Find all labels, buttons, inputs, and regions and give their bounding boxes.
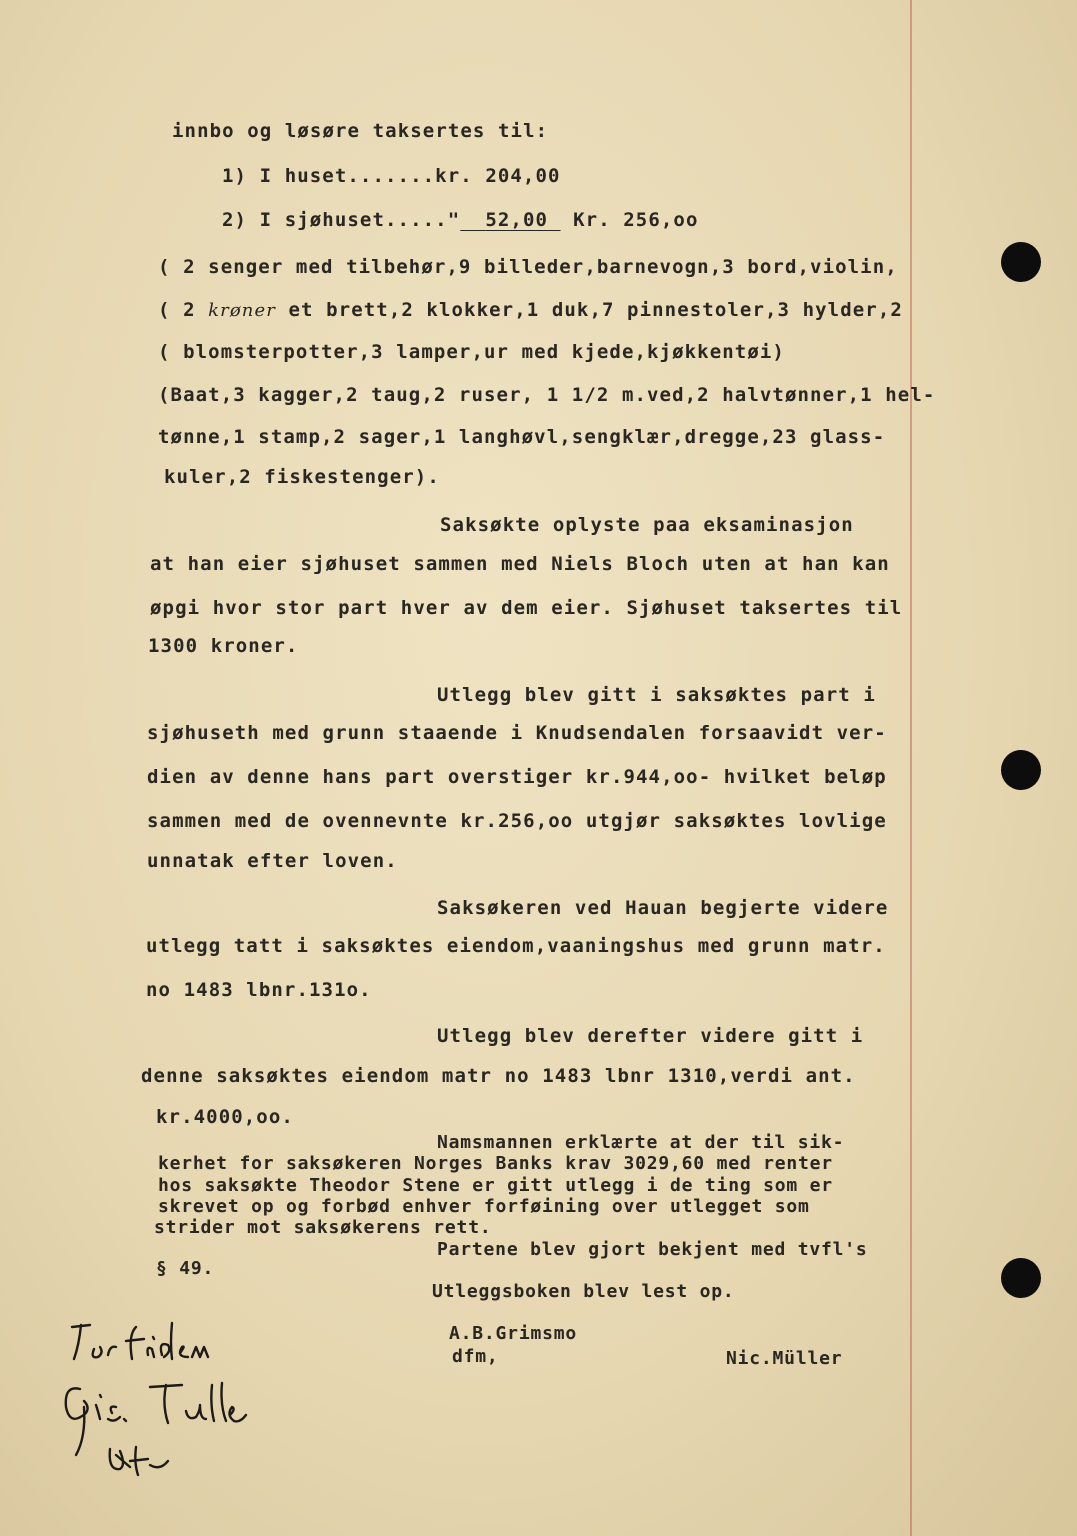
text-line-23: denne saksøktes eiendom matr no 1483 lbnr 1310,verdi ant. xyxy=(141,1065,856,1087)
punch-hole-bottom xyxy=(1001,1258,1041,1298)
text-line-9: kuler,2 fiskestenger). xyxy=(164,466,440,488)
signer-name-grimsmo: A.B.Grimsmo xyxy=(449,1323,578,1344)
text-line-32: Utleggsboken blev lest op. xyxy=(432,1281,735,1302)
text-line-2: 1) I huset.......kr. 204,00 xyxy=(222,165,561,187)
signer-name-muller: Nic.Müller xyxy=(726,1348,843,1369)
text-line-17: sammen med de ovennevnte kr.256,oo utgjør saksøktes lovlige xyxy=(147,810,887,832)
item-sjohuset-amount xyxy=(460,209,560,231)
text-line-26: kerhet for saksøkeren Norges Banks krav 3029,60 med renter xyxy=(158,1153,833,1174)
signer-title-dfm: dfm, xyxy=(452,1346,499,1367)
text-line-12: øpgi hvor stor part hver av dem eier. Sjøhuset taksertes til xyxy=(150,597,903,619)
line5-rest: et brett,2 klokker,1 duk,7 pinnestoler,3 hylder,2 xyxy=(275,299,903,321)
text-line-16: dien av denne hans part overstiger kr.944,oo- hvilket beløp xyxy=(147,766,887,788)
text-line-3 xyxy=(222,211,699,230)
text-line-24: kr.4000,oo. xyxy=(156,1106,294,1128)
text-line-7: (Baat,3 kagger,2 taug,2 ruser, 1 1/2 m.ved,2 halvtønner,1 hel- xyxy=(158,384,936,406)
text-line-19: Saksøkeren ved Hauan begjerte videre xyxy=(437,897,889,919)
text-line-20: utlegg tatt i saksøktes eiendom,vaaningshus med grunn matr. xyxy=(146,935,886,957)
text-line-29: strider mot saksøkerens rett. xyxy=(154,1217,492,1238)
text-line-14: Utlegg blev gitt i saksøktes part i xyxy=(437,684,876,706)
text-line-8: tønne,1 stamp,2 sager,1 langhøvl,sengklær,dregge,23 glass- xyxy=(158,426,886,448)
amount-value: 52,00 xyxy=(485,209,549,231)
text-line-4: ( 2 senger med tilbehør,9 billeder,barnevogn,3 bord,violin, xyxy=(158,256,898,278)
text-line-30: Partene blev gjort bekjent med tvfl's xyxy=(437,1239,868,1260)
text-line-25: Namsmannen erklærte at der til sik- xyxy=(437,1132,845,1153)
punch-hole-middle xyxy=(1001,750,1041,790)
text-line-27: hos saksøkte Theodor Stene er gitt utlegg i de ting som er xyxy=(158,1175,833,1196)
text-line-15: sjøhuseth med grunn staaende i Knudsendalen forsaavidt ver- xyxy=(147,722,887,744)
text-line-10: Saksøkte oplyste paa eksaminasjon xyxy=(440,514,854,536)
text-line-31: § 49. xyxy=(156,1258,215,1279)
text-line-5 xyxy=(158,301,903,320)
text-line-18: unnatak efter loven. xyxy=(147,850,398,872)
text-line-22: Utlegg blev derefter videre gitt i xyxy=(437,1025,864,1047)
text-line-21: no 1483 lbnr.131o. xyxy=(146,979,372,1001)
text-line-6: ( blomsterpotter,3 lamper,ur med kjede,kjøkkentøi) xyxy=(158,341,785,363)
margin-rule xyxy=(910,0,912,1536)
text-line-11: at han eier sjøhuset sammen med Niels Bloch uten at han kan xyxy=(150,553,890,575)
punch-hole-top xyxy=(1001,242,1041,282)
total-amount: Kr. 256,oo xyxy=(560,209,699,231)
text-line-1: innbo og løsøre taksertes til: xyxy=(172,120,549,142)
text-line-13: 1300 kroner. xyxy=(148,635,299,657)
handwritten-signature xyxy=(50,1315,250,1495)
text-line-28: skrevet op og forbød enhver forføining over utlegget som xyxy=(158,1196,810,1217)
line5-start: ( 2 xyxy=(158,299,209,321)
handwritten-insert: krøner xyxy=(208,300,276,321)
item-sjohuset: 2) I sjøhuset....." xyxy=(222,209,461,231)
